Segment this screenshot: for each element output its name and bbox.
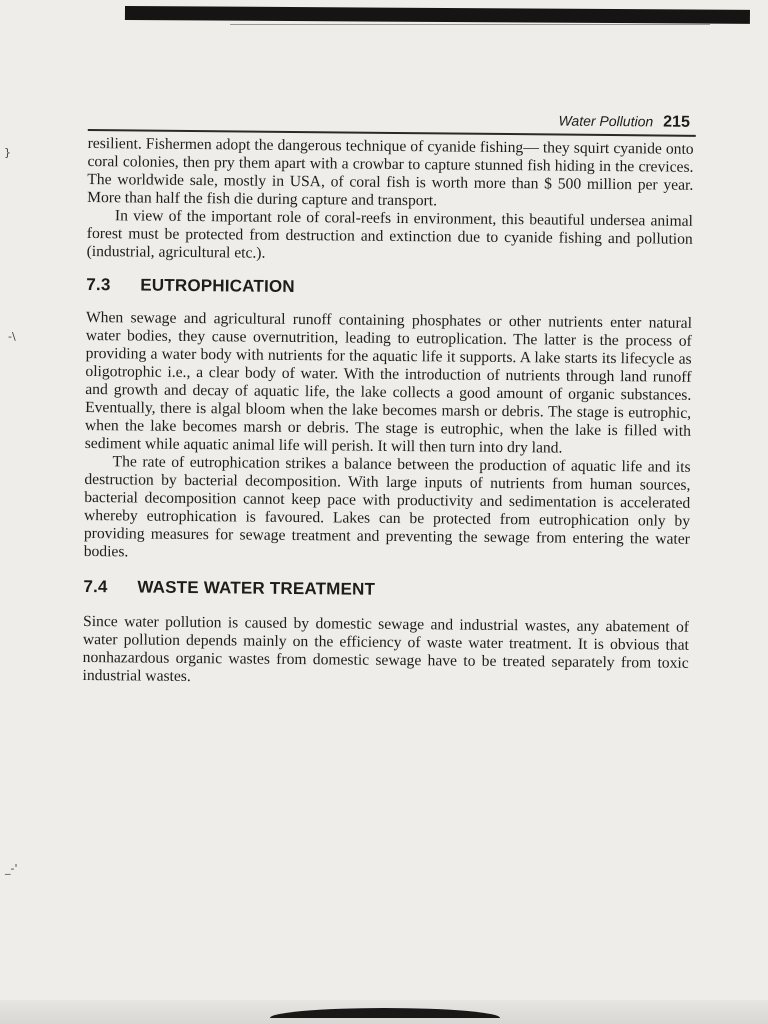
- section-title: WASTE WATER TREATMENT: [137, 577, 376, 599]
- section-heading-7-4: [83, 577, 689, 603]
- top-edge-shadow: [125, 6, 750, 24]
- section-title: EUTROPHICATION: [140, 275, 295, 296]
- paragraph: In view of the important role of coral-reefs in environment, this beautiful undersea animal forest must be protected from destruction and extinction due to cyanide fishing and pollution (industrial, agricultural etc.).: [86, 206, 694, 262]
- book-page: [82, 108, 694, 690]
- margin-mark: -\: [8, 330, 16, 343]
- top-edge-line: [230, 24, 710, 25]
- section-heading-7-3: [86, 275, 692, 301]
- running-head: [88, 108, 694, 132]
- margin-mark: }: [4, 146, 11, 159]
- section-number: 7.4: [83, 576, 108, 596]
- paragraph: Since water pollution is caused by domestic sewage and industrial wastes, any abatement of water pollution depends mainly on the efficiency of waste water treatment. It is obvious that nonhazardous organic wastes from domestic sewage have to be treated separately from toxic industrial wastes.: [82, 612, 690, 685]
- paragraph: The rate of eutrophication strikes a balance between the production of aquatic life and its destruction by bacterial decomposition. With large inputs of nutrients from human sources, bacterial decomposition cannot keep pace with productivity and sedimentation is accelerated whereby eutrophication is favoured. Lakes can be protected from eutrophication only by providing measures for sewage treatment and preventing the sewage from entering the water bodies.: [83, 452, 691, 561]
- paragraph: When sewage and agricultural runoff containing phosphates or other nutrients enter natural water bodies, they cause overnutrition, leading to eutroplication. The latter is the process of providing a water body with nutrients for the aquatic life it supports. A lake starts its lifecycle as oligotrophic i.e., a clear body of water. With the introduction of nutrients through land runoff and growth and decay of aquatic life, the lake collects a good amount of organic substances. Eventually, there is algal bloom when the lake becomes marsh or debris. The stage is eutrophic, when the lake becomes marsh or debris. The stage is eutrophic, when the lake is filled with sediment while aquatic animal life will perish. It will then turn into dry land.: [84, 308, 693, 457]
- running-title: Water Pollution: [558, 112, 654, 130]
- page-number: 215: [663, 113, 690, 131]
- section-number: 7.3: [86, 274, 111, 294]
- margin-mark: _-': [5, 862, 18, 875]
- paragraph: resilient. Fishermen adopt the dangerous technique of cyanide fishing— they squirt cyanide onto coral colonies, then pry them apart with a crowbar to capture stunned fish hiding in the crevices. The worldwide sale, mostly in USA, of coral fish is worth more than $ 500 million per year. More than half the fish die during capture and transport.: [87, 134, 694, 209]
